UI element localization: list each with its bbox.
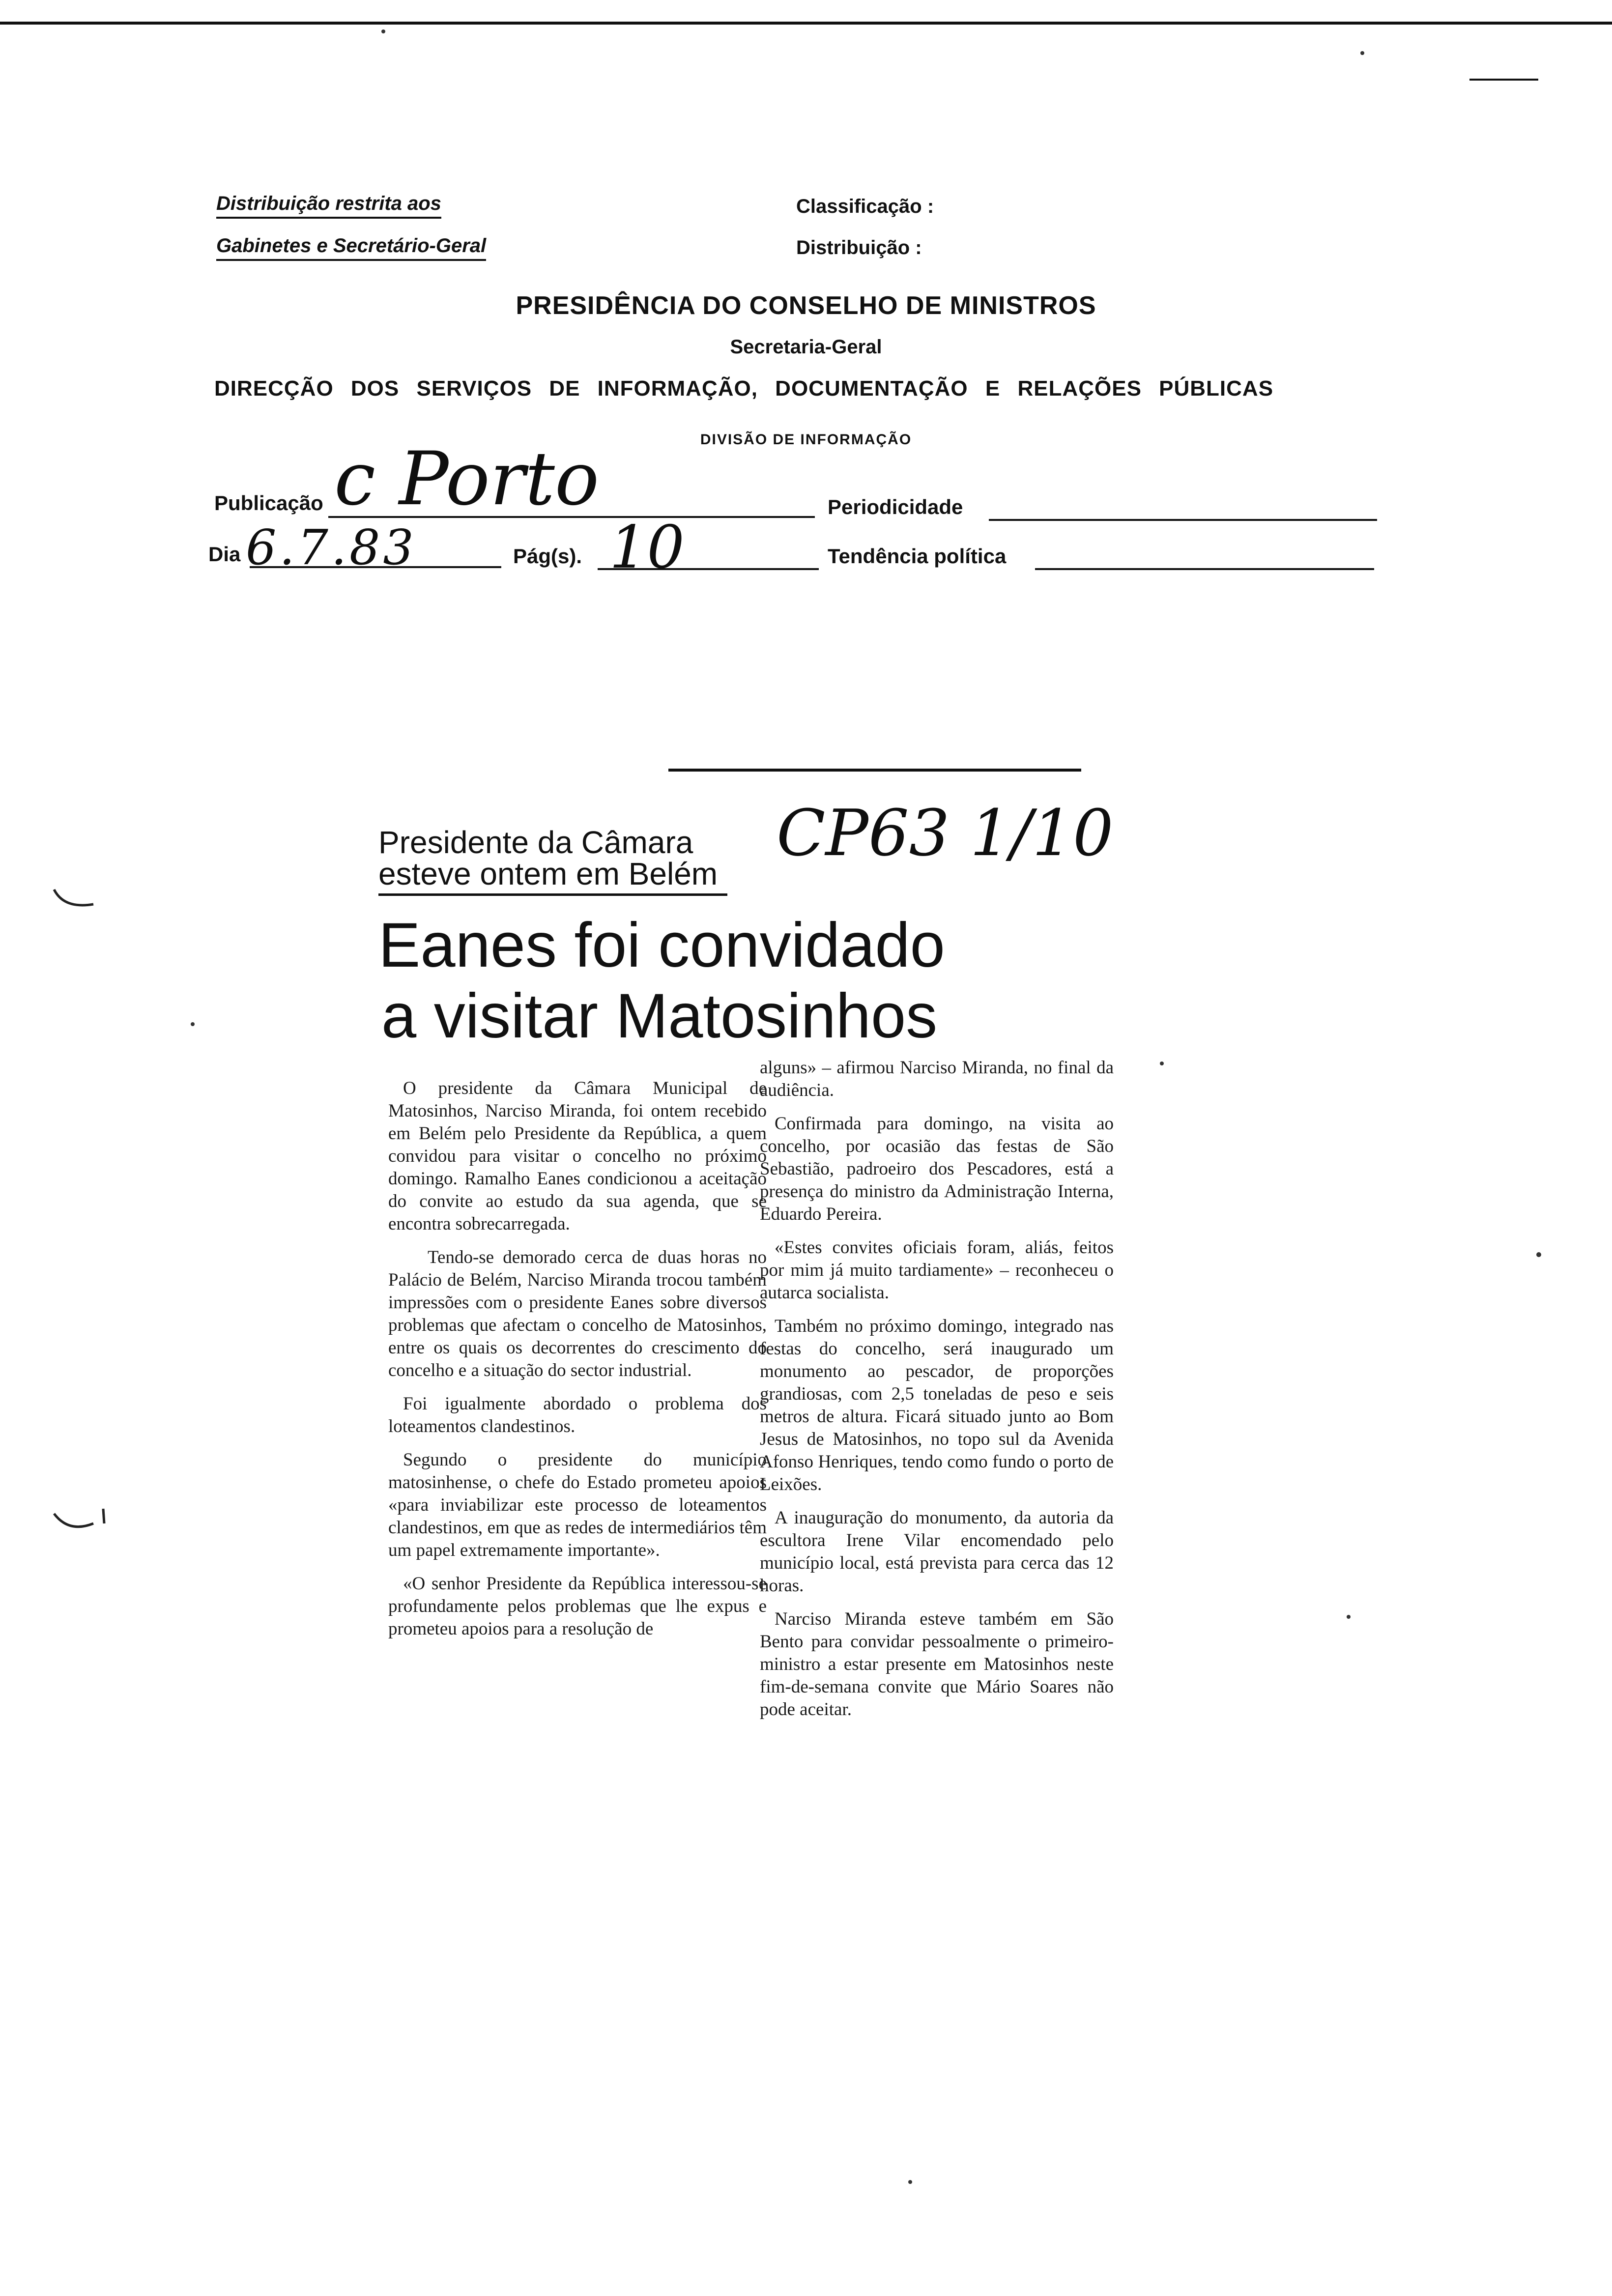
col1-paragraph: Segundo o presidente do município matosinhense, o chefe do Estado prometeu apoios «para inviabilizar este processo de loteamentos clandestinos, em que as redes de intermediários têm um papel extremamente importante». [388,1450,767,1560]
scan-margin-mark [49,1504,118,1543]
scan-top-mark [1469,79,1538,81]
scan-speck [1360,51,1364,55]
periodicidade-line [989,519,1377,521]
publicacao-label: Publicação [214,491,323,515]
article-column-1 [388,1077,767,1651]
col2-paragraph: Confirmada para domingo, na visita ao concelho, por ocasião das festas de São Sebastião, padroeiro dos Pescadores, está a presença do ministro da Administração Interna, Eduardo Pereira. [760,1114,1114,1224]
kicker-line2: esteve ontem em Belém [378,856,718,891]
col2-paragraph: Narciso Miranda esteve também em São Bento para convidar pessoalmente o primeiro-ministro a estar presente em Matosinhos neste fim-de-semana convite que Mário Soares não pode aceitar. [760,1609,1114,1720]
col2-paragraph: Também no próximo domingo, integrado nas festas do concelho, será inaugurado um monumento ao pescador, de proporções grandiosas, com 2,5 toneladas de peso e seis metros de altura. Ficará situado junto ao Bom Jesus de Matosinhos, no topo sul da Avenida Afonso Henriques, tendo como fundo o porto de Leixões. [760,1316,1114,1494]
directorate-title: DIRECÇÃO DOS SERVIÇOS DE INFORMAÇÃO, DOCUMENTAÇÃO E RELAÇÕES PÚBLICAS [214,376,1274,401]
periodicidade-label: Periodicidade [828,495,963,518]
scan-speck [1536,1252,1541,1257]
scan-speck [908,2180,912,2184]
col2-paragraph: A inauguração do monumento, da autoria da escultora Irene Vilar encomendado pelo município local, está prevista para cerca das 12 horas. [760,1508,1114,1596]
scan-speck [1347,1615,1351,1619]
publicacao-handwritten-value: c Porto [334,436,600,522]
col1-paragraph: Foi igualmente abordado o problema dos loteamentos clandestinos. [388,1394,767,1436]
dia-label: Dia [208,543,241,566]
article-column-2 [760,1057,1114,1732]
tendencia-line [1035,568,1374,570]
distribuicao-label: Distribuição : [796,237,922,258]
division-title: DIVISÃO DE INFORMAÇÃO [700,431,912,448]
scan-margin-mark [49,885,98,914]
org-subtitle: Secretaria-Geral [730,336,882,358]
tendencia-label: Tendência política [828,545,1007,568]
col1-paragraph: O presidente da Câmara Municipal de Matosinhos, Narciso Miranda, foi ontem recebido em Belém pelo Presidente da República, a quem convidou para visitar o concelho no próximo domingo. Ramalho Eanes condicionou a aceitação do convite ao estudo da sua agenda, que se encontra sobrecarregada. [388,1078,767,1234]
headline-line2: a visitar Matosinhos [381,981,938,1051]
col1-paragraph: «O senhor Presidente da República interessou-se profundamente pelos problemas que lhe expus e prometeu apoios para a resolução de [388,1574,767,1639]
classificacao-label: Classificação : [796,196,934,217]
pag-handwritten-value: 10 [609,514,685,582]
archive-annotation: CP63 1/10 [777,796,1114,870]
org-title: PRESIDÊNCIA DO CONSELHO DE MINISTROS [516,291,1096,320]
clipping-top-rule [668,769,1081,772]
dia-handwritten-value: 6.7.83 [246,520,417,576]
restricted-distribution-line2: Gabinetes e Secretário-Geral [216,235,486,261]
pag-label: Pág(s). [513,545,582,568]
restricted-distribution-line1: Distribuição restrita aos [216,193,441,219]
col1-paragraph: Tendo-se demorado cerca de duas horas no Palácio de Belém, Narciso Miranda trocou também impressões com o presidente Eanes sobre diversos problemas que afectam o concelho de Matosinhos, entre os quais os decorrentes do crescimento do concelho e a situação do sector industrial. [388,1247,767,1380]
col2-paragraph: «Estes convites oficiais foram, aliás, feitos por mim já muito tardiamente» – reconheceu o autarca socialista. [760,1237,1114,1303]
scan-speck [191,1022,195,1026]
headline-line1: Eanes foi convidado [378,910,945,980]
scan-speck [1160,1062,1164,1065]
kicker-line1: Presidente da Câmara [378,825,693,860]
col2-paragraph: alguns» – afirmou Narciso Miranda, no final da audiência. [760,1058,1114,1100]
kicker-underline [378,893,727,896]
scan-speck [381,29,385,33]
scan-top-edge [0,22,1612,25]
